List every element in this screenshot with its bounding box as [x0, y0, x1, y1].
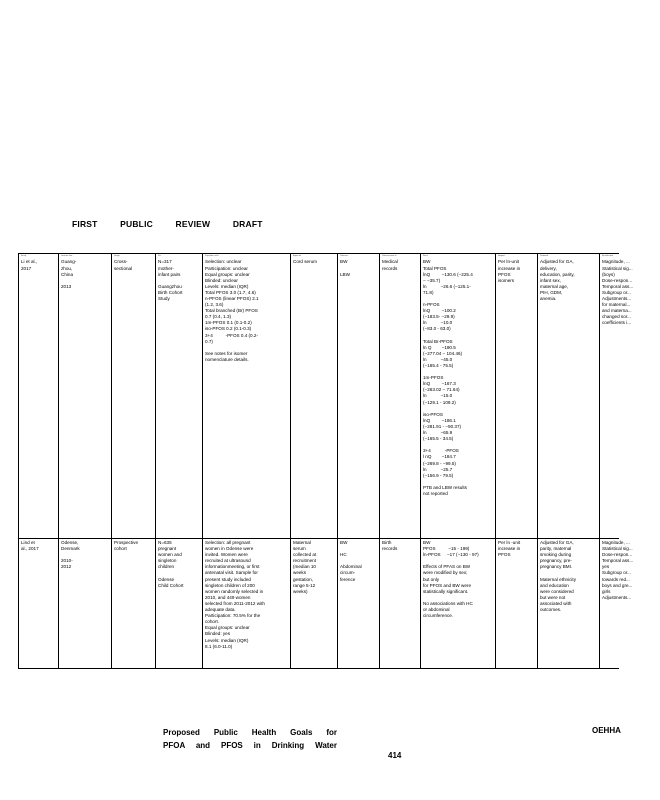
document-title	[163, 726, 337, 752]
outcome-assessment-cell: Birth records	[380, 539, 421, 668]
population-cell: Popu latio n a ba Selection: unclear Participation: unclear Equal groups: unclear Blinded: unclear Levels: median (IQR) Total PFOS 3.0 (1.7, 4.6) n-PFOS (linear PFOS) 2.1 (1.2, 3.6) Total branched (Br) PFOS 0.7 (0.4, 1.3) 1m-PFOS 0.1 (0.1-0.2) iso-PFOS 0.2 (0.1-0.3) 3+4 -PFOS 0.4 (0.2- 0.7) See notes for isomer nomenclature details.	[203, 254, 291, 538]
outcome-cell: BW HC Abdominal circum- ference	[338, 539, 380, 668]
results-cell: Resul BW Total PFOS lnQ −130.6 (−225.4 − −35.7) ln −26.6 (−125.1- 71.8) n-PFOS lnQ −100.2 (−183.5- −29.9) ln −10.0 (−83.0 - 63.0) Total Br-PFOS ln Q −190.5 (−277.04 − 104.46) ln −45.0 (−165.4 - 75.5) 1m-PFOS lnQ −167.3 (−263.02 − 71.64) ln −15.0 (−129.1 - 109.2) iso-PFOS lnQ −186.1 (−281.91 - −90.37) ln −65.9 (−165.5 - 34.5) 3+4 -PFOS l nQ −184.7 (−269.8 - −99.5) ln −25.7 (−156.9 - 79.5) PTB and LBW results not reported	[421, 254, 496, 538]
location-cell: Loca tion Year Guang- zhou, China 2013	[59, 254, 112, 538]
location-cell: Odense, Denmark 2010- 2012	[59, 539, 112, 668]
study-cell: Stu dy Li et al., 2017	[19, 254, 59, 538]
evidence-table	[18, 253, 634, 669]
exposure-cell: Maternal serum collected at recruitment (median 10 weeks gestation, range 5-12 weeks)	[291, 539, 338, 668]
specification-cell: Sp ecific ation Magnitude, ... Statistical sig... (boys) Dose-respon... Temporal ass... Subgroup or... Adjustments... for maternal... and materna... changed sor... coefficients i...	[602, 255, 634, 326]
sample-cell: N a N=317 mother- infant pairs Guangzhou Birth Cohort Study	[156, 254, 203, 538]
population-cell: Selection: all pregnant women in Odense were invited. Women were recruited at ultrasound informationmeeting, or first antenatal visit. Sample for present study included singleton children of 200 women randomly selected in 2010, and 449 women selected from 2011-2012 with adequate data. Participation: 70.5% for the cohort. Equal groups: unclear Blinded: yes Levels: median (IQR) 8.1 (6.0-11.0)	[203, 539, 291, 668]
draft-word: PUBLIC	[120, 219, 153, 229]
sample-cell: N=635 pregnant women and singleton children Odense Child Cohort	[156, 539, 203, 668]
specification-cell: Magnitude, ... Statistical sig... Dose-respon... Temporal ass... yes Subgroup or... towards red... boys and gre... girls Adjustments...	[602, 540, 634, 600]
draft-word: FIRST	[72, 219, 98, 229]
design-cell: Prospective cohort	[112, 539, 156, 668]
interpretation-cell: Interpret Per ln-unit increase in PFOS isomers	[496, 254, 538, 538]
confounding-cell: Confoundi Adjusted for GA, delivery, education, parity, infant sex, maternal age, PIH, GDM, anemia.	[538, 254, 600, 538]
draft-banner	[72, 219, 283, 229]
document-title-line: Proposed Public Health Goals for	[163, 728, 337, 737]
draft-word: DRAFT	[232, 219, 263, 229]
table-row	[19, 539, 634, 668]
outcome-cell: Outco me BW LBW	[338, 254, 380, 538]
document-title-line: PFOA and PFOS in Drinking Water	[163, 741, 337, 750]
design-cell: Design Cross- sectional	[112, 254, 156, 538]
outcome-assessment-cell: Outco me asse ss Medical records	[380, 254, 421, 538]
interpretation-cell: Per ln -unit increase in PFOS	[496, 539, 538, 668]
agency-name: OEHHA	[592, 726, 621, 735]
table-row	[19, 254, 634, 539]
exposure-cell: Expos ure Cord serum	[291, 254, 338, 538]
study-cell: Lind et al., 2017	[19, 539, 59, 668]
draft-word: REVIEW	[175, 219, 211, 229]
page-number: 414	[388, 751, 402, 760]
results-cell: BW PFOS −15 - 199) ln-PFOS −17 (−130 - 97) Effects of PFAS on BW were modified by sex; but only for PFOS and BW were statistically significant. No associations with HC or abdominal circumference.	[421, 539, 496, 668]
confounding-cell: Adjusted for GA, parity, maternal smoking during pregnancy, pre- pregnancy BMI. Maternal ethnicity and education were considered but were not associated with outcomes.	[538, 539, 600, 668]
